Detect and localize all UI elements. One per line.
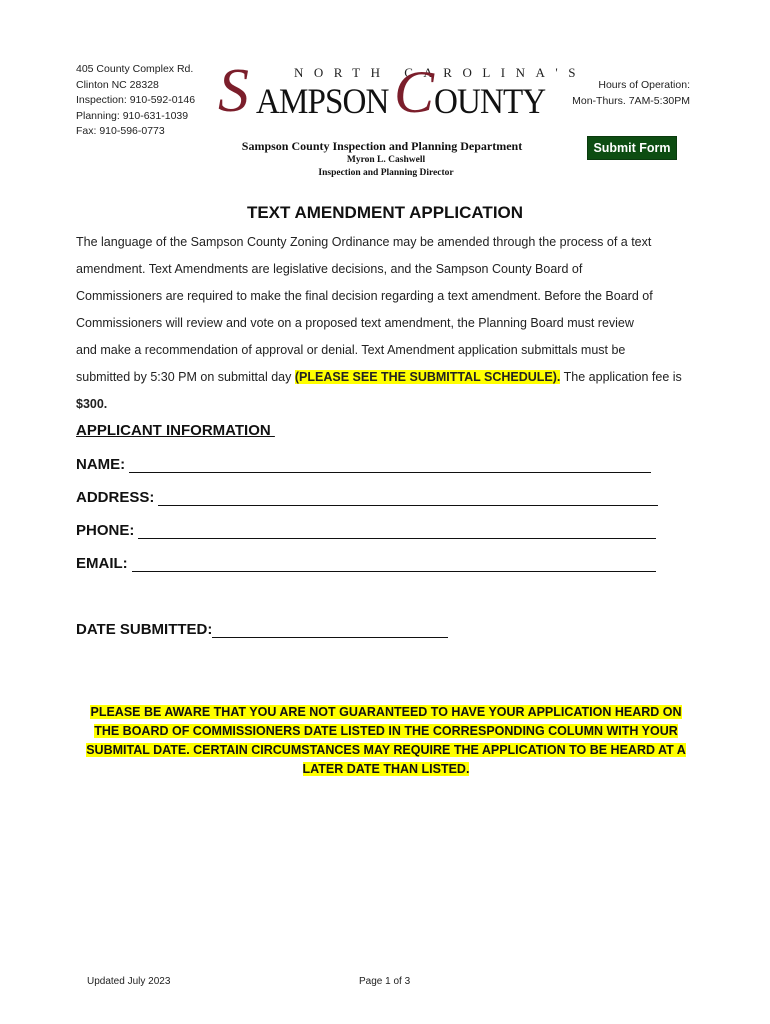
name-input-line[interactable] [129, 458, 651, 473]
phone-input-line[interactable] [138, 524, 656, 539]
phone-field [76, 522, 656, 539]
logo-word-sampson: AMPSON [256, 81, 389, 121]
warning-line: THE BOARD OF COMMISSIONERS DATE LISTED IN THE CORRESPONDING COLUMN WITH YOUR [94, 724, 678, 738]
email-input-line[interactable] [132, 557, 656, 572]
intro-paragraph [76, 229, 696, 418]
submittal-schedule-highlight: (PLEASE SEE THE SUBMITTAL SCHEDULE). [294, 370, 561, 384]
intro-line: and make a recommendation of approval or denial. Text Amendment application submittals must be [76, 343, 626, 357]
director-title: Inspection and Planning Director [318, 168, 454, 178]
address-line-street: 405 County Complex Rd. [76, 63, 194, 75]
phone-label: PHONE: [76, 522, 135, 539]
email-field [76, 555, 656, 572]
intro-text: submitted by 5:30 PM on submittal day [76, 370, 295, 384]
document-title: TEXT AMENDMENT APPLICATION [246, 203, 524, 222]
address-input-line[interactable] [158, 491, 658, 506]
warning-line: PLEASE BE AWARE THAT YOU ARE NOT GUARANTEED TO HAVE YOUR APPLICATION HEARD ON [90, 705, 682, 719]
page-number: Page 1 of 3 [359, 976, 411, 987]
name-label: NAME: [76, 456, 126, 473]
hours-value: Mon-Thurs. 7AM-5:30PM [572, 95, 690, 107]
address-field [76, 489, 658, 506]
date-submitted-field [76, 621, 448, 638]
application-fee: $300. [76, 397, 108, 411]
intro-line: amendment. Text Amendments are legislative decisions, and the Sampson County Board of [76, 262, 583, 276]
name-field [76, 456, 651, 473]
address-line-inspection-phone: Inspection: 910-592-0146 [76, 94, 196, 106]
department-name: Sampson County Inspection and Planning Department [241, 139, 523, 153]
office-address [76, 62, 195, 140]
email-label: EMAIL: [76, 555, 128, 572]
director-name: Myron L. Cashwell [346, 155, 426, 165]
updated-date: Updated July 2023 [87, 976, 171, 987]
address-line-fax: Fax: 910-596-0773 [76, 125, 165, 137]
intro-line: Commissioners are required to make the final decision regarding a text amendment. Before the Board of [76, 289, 653, 303]
intro-line: Commissioners will review and vote on a proposed text amendment, the Planning Board must review [76, 316, 634, 330]
warning-line: LATER DATE THAN LISTED. [302, 762, 470, 776]
intro-line-schedule [76, 364, 696, 391]
address-line-planning-phone: Planning: 910-631-1039 [76, 109, 189, 122]
intro-text: The application fee is [560, 370, 682, 384]
hours-of-operation [568, 77, 690, 109]
date-submitted-label: DATE SUBMITTED: [76, 621, 213, 638]
logo-state-text: NORTH CAROLINA'S [294, 65, 586, 80]
hearing-date-warning [80, 703, 692, 779]
applicant-info-heading: APPLICANT INFORMATION [76, 422, 275, 439]
address-label: ADDRESS: [76, 489, 155, 506]
submit-form-button[interactable]: Submit Form [587, 136, 677, 160]
county-logo [216, 57, 586, 125]
intro-line: The language of the Sampson County Zoning Ordinance may be amended through the process of a text [76, 235, 652, 249]
logo-word-county: OUNTY [434, 81, 546, 121]
logo-cap-c: C [394, 59, 435, 125]
hours-label: Hours of Operation: [598, 79, 690, 91]
logo-cap-s: S [218, 57, 249, 125]
date-submitted-input-line[interactable] [212, 623, 448, 638]
warning-line: SUBMITAL DATE. CERTAIN CIRCUMSTANCES MAY REQUIRE THE APPLICATION TO BE HEARD AT A [86, 743, 686, 757]
address-line-city: Clinton NC 28328 [76, 78, 159, 91]
